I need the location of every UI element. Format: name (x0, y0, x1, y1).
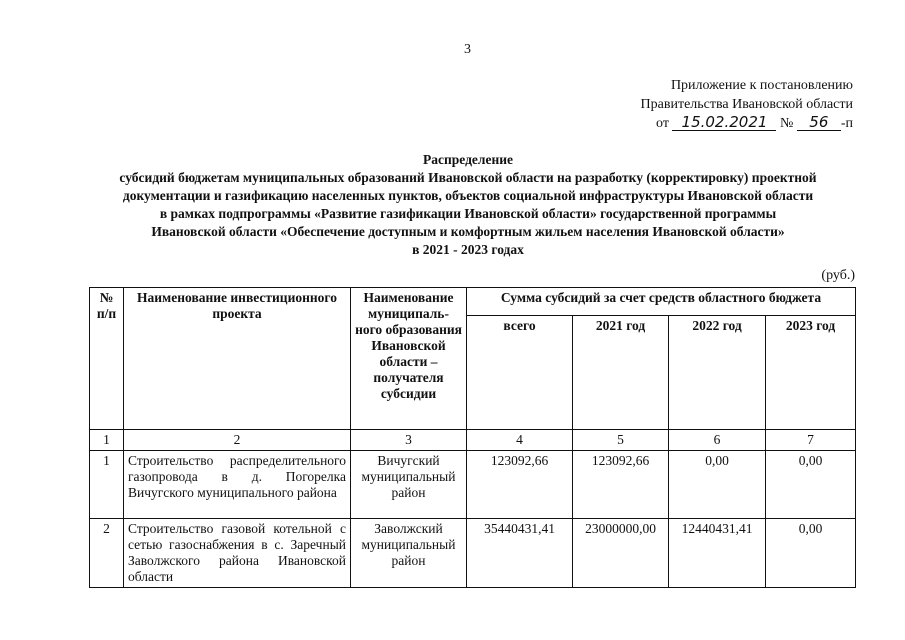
column-number: 2 (124, 430, 351, 451)
title-line: документации и газификацию населенных пунктов, объектов социальной инфраструктуры Ивановской области (122, 188, 814, 203)
total-amount: 123092,66 (467, 451, 573, 519)
column-number: 1 (90, 430, 124, 451)
amount-2021: 23000000,00 (573, 519, 669, 588)
header-2022: 2022 год (669, 316, 766, 430)
amount-2023: 0,00 (766, 451, 856, 519)
column-number: 6 (669, 430, 766, 451)
amount-2022: 0,00 (669, 451, 766, 519)
page-number: 3 (464, 42, 471, 57)
table-row (90, 519, 856, 588)
municipality-name: Заволжский муниципальный район (351, 519, 467, 588)
municipality-name: Вичугский муниципальный район (351, 451, 467, 519)
header-total: всего (467, 316, 573, 430)
currency-unit: (руб.) (821, 268, 855, 283)
document-title (68, 151, 868, 259)
header-sum-group: Сумма субсидий за счет средств областного бюджета (467, 288, 856, 316)
header-2021: 2021 год (573, 316, 669, 430)
column-number-row (90, 430, 856, 451)
title-line: Ивановской области «Обеспечение доступным и комфортным жильем населения Ивановской области» (151, 224, 785, 239)
row-number: 1 (90, 451, 124, 519)
column-number: 5 (573, 430, 669, 451)
amount-2021: 123092,66 (573, 451, 669, 519)
column-number: 3 (351, 430, 467, 451)
title-line: в рамках подпрограммы «Развитие газификации Ивановской области» государственной программы (159, 206, 777, 221)
column-number: 4 (467, 430, 573, 451)
number-label: № (779, 116, 794, 131)
column-number: 7 (766, 430, 856, 451)
header-municipality: Наименование муниципаль-ного образования Ивановской области – получателя субсидии (351, 288, 467, 430)
title-line: Распределение (422, 152, 514, 167)
appendix-line-2: Правительства Ивановской области (640, 97, 853, 112)
number-suffix: -п (840, 116, 853, 131)
header-project: Наименование инвестиционного проекта (124, 288, 351, 430)
handwritten-number: 56 (797, 114, 841, 131)
table-row (90, 451, 856, 519)
amount-2023: 0,00 (766, 519, 856, 588)
from-label: от (656, 116, 669, 131)
appendix-date-line (641, 114, 853, 133)
total-amount: 35440431,41 (467, 519, 573, 588)
appendix-line-1: Приложение к постановлению (670, 78, 853, 93)
row-number: 2 (90, 519, 124, 588)
project-name: Строительство распределительного газопровода в д. Погорелка Вичугского муниципального района (124, 451, 351, 519)
header-row (90, 288, 856, 316)
subsidy-table (89, 287, 856, 588)
project-name: Строительство газовой котельной с сетью газоснабжения в с. Заречный Заволжского района Ивановской области (124, 519, 351, 588)
title-line: в 2021 - 2023 годах (412, 242, 524, 257)
header-num: № п/п (90, 288, 124, 430)
amount-2022: 12440431,41 (669, 519, 766, 588)
title-line: субсидий бюджетам муниципальных образований Ивановской области на разработку (корректировку) проектной (119, 170, 817, 185)
appendix-block (641, 76, 853, 133)
header-2023: 2023 год (766, 316, 856, 430)
handwritten-date: 15.02.2021 (672, 114, 776, 131)
